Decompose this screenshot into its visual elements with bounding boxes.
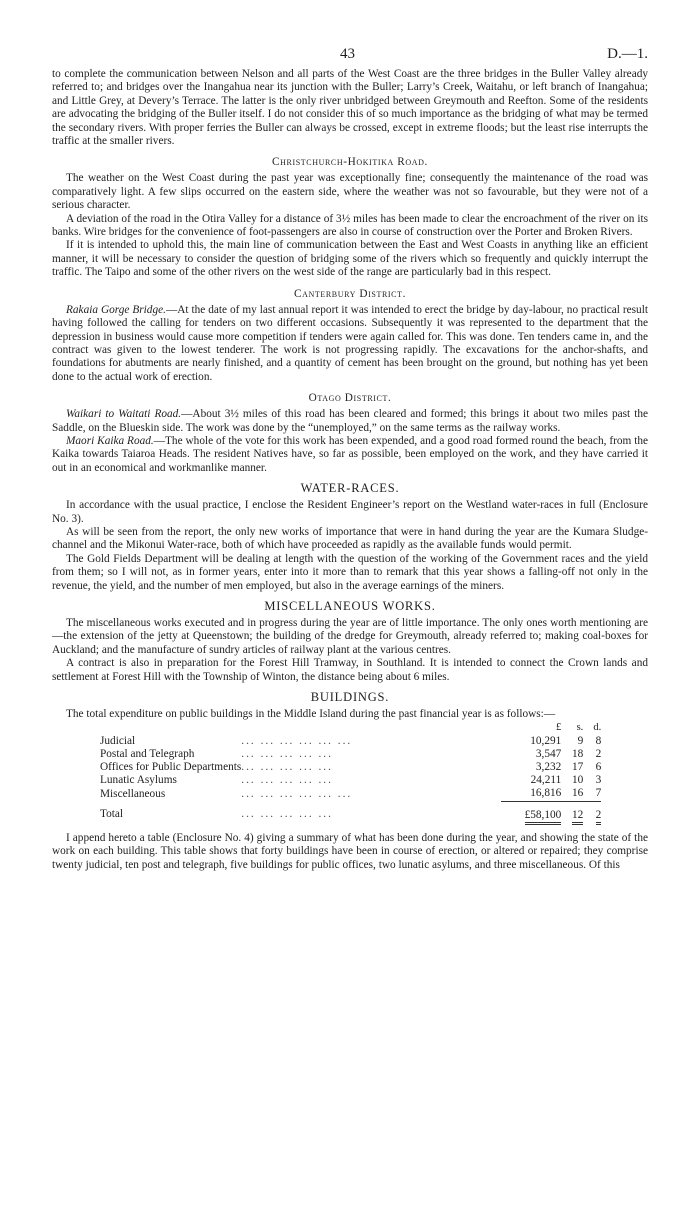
maori-kaika-road-lead: Maori Kaika Road. [66,434,154,447]
shillings-value: 18 [571,747,584,760]
otago-district-heading: Otago District. [308,392,392,405]
paragraph [52,304,648,384]
row-label: Judicial [100,734,136,747]
paragraph [52,435,648,475]
christchurch-hokitika-heading: Christchurch-Hokitika Road. [272,156,428,169]
currency-header-row [100,721,601,734]
paragraph: The Gold Fields Department will be dealing at length with the question of the working of the Government races and the yield from them; so I will not, as in former years, enter into it more than to remark that this year shows a falling-off not only in the revenue, the yield, and the number of men employed, but also in the average earnings of the miners. [52,552,648,592]
water-races-heading: WATER-RACES. [300,481,400,496]
pence-value: 2 [595,747,602,760]
pence-header: d. [593,722,602,734]
leader-dots: ... ... ... ... ... [241,747,333,760]
buildings-heading: BUILDINGS. [310,690,390,705]
pence-value: 7 [595,787,602,800]
pounds-header: £ [556,722,562,734]
pounds-value: 3,547 [535,747,562,760]
paragraph: The miscellaneous works executed and in progress during the year are of little importance. The only ones worth mentioning are—the extension of the jetty at Queenstown; the building of the dredge for Greymouth, already referred to; making coal-boxes for Auckland; and the manufacture of sundry articles of railway plant at the various centres. [52,617,648,656]
row-label: Miscellaneous [100,787,166,800]
paragraph-text: —About 3½ miles of this road has been cleared and formed; this brings it about two miles past the Saddle, on the Blueskin side. The work was done by the “unemployed,” on the same terms as the railway works. [52,408,648,434]
table-row [100,748,601,761]
rakaia-gorge-bridge-lead: Rakaia Gorge Bridge. [66,303,166,316]
row-label: Offices for Public Departments [100,761,242,774]
page-number: 43 [340,46,355,62]
total-pounds: £58,100 [525,809,562,825]
shillings-value: 9 [577,734,584,747]
miscellaneous-works-heading: MISCELLANEOUS WORKS. [264,599,436,613]
total-pence: 2 [596,809,602,825]
table-row [100,735,601,748]
paragraph: The total expenditure on public buildings in the Middle Island during the past financial year is as follows:— [66,708,556,721]
leader-dots: ... ... ... ... ... ... [241,734,353,747]
document-page [52,46,648,872]
leader-dots: ... ... ... ... ... [241,808,333,821]
paragraph: As will be seen from the report, the only new works of importance that were in hand during the year are the Kumara Sludge-channel and the Mikonui Water-race, both of which have proceeded as rapidly as the available funds would permit. [52,525,648,552]
pounds-value: 10,291 [530,734,562,747]
pence-value: 3 [595,774,602,787]
table-row [100,761,601,774]
row-label: Lunatic Asylums [100,774,177,787]
leader-dots: ... ... ... ... ... ... [241,787,353,800]
shillings-value: 10 [571,774,584,787]
table-row [100,774,601,787]
leader-dots: ... ... ... ... ... [241,774,333,787]
shillings-value: 17 [571,761,584,774]
paragraph: A contract is also in preparation for the Forest Hill Tramway, in Southland. It is intended to connect the Crown lands and settlement at Forest Hill with the Township of Winton, the distance being about 6 miles. [52,657,648,683]
canterbury-district-heading: Canterbury District. [293,287,406,300]
pence-value: 8 [595,734,602,747]
paragraph: In accordance with the usual practice, I enclose the Resident Engineer’s report on the Westland water-races in full (Enclosure No. 3). [52,499,648,525]
paragraph-text: —At the date of my last annual report it was intended to erect the bridge by day-labour, no practical result having followed the calling for tenders on two different occasions. Subsequently it was represented to the department that the depression in business would cause more competition if tenders were again called for. This was done. Ten tenders came in, and the contract was given to the lowest tenderer. The work is not progressing rapidly. The excavations for the anchor-shafts, and foundations for abutments are nearly finished, and a quantity of cement has been brought on the ground, but nothing has yet been done to the actual work of erection. [52,303,648,383]
pence-value: 6 [595,761,602,774]
closing-paragraph: I append hereto a table (Enclosure No. 4) giving a summary of what has been done during the year, and showing the state of the work on each building. This table shows that forty buildings have been in course of erection, or altered or repaired; they comprise twenty judicial, ten post and telegraph, five buildings for public offices, two lunatic asylums, and three miscellaneous. Of this [52,831,648,871]
total-label: Total [100,808,124,821]
paragraph: A deviation of the road in the Otira Valley for a distance of 3½ miles has been made to clear the encroachment of the river on its banks. Wire bridges for the convenience of foot-passengers are also in course of construction over the Porter and Broken Rivers. [52,212,648,239]
expenditure-table [100,721,601,821]
waikari-road-lead: Waikari to Waitati Road. [66,408,182,421]
leader-dots: ... ... ... ... ... [241,761,333,774]
shillings-value: 16 [571,787,584,800]
paragraph: The weather on the West Coast during the past year was exceptionally fine; consequently the maintenance of the road was comparatively light. A few slips occurred on the eastern side, where the weather was not so favourable, but they were not of a serious character. [52,172,648,212]
paragraph [52,408,648,435]
pounds-value: 3,232 [535,761,562,774]
intro-paragraph: to complete the communication between Nelson and all parts of the West Coast are the three bridges in the Buller Valley already referred to; and bridges over the Inangahua near its junction with the Buller; Larry’s Creek, Waitahu, or left branch of Inangahua; and Little Grey, at Devery’s Terrace. The latter is the only river unbridged between Greymouth and Reefton. Some of the residents are advocating the bridging of the Buller itself. I do not consider this of so much importance as the bridging of what may be termed the secondary rivers. With proper ferries the Buller can always be crossed, except in extreme floods; but the least rise interrupts the traffic at the smaller rivers. [52,68,648,148]
paragraph: If it is intended to uphold this, the main line of communication between the East and West Coasts in anything like an efficient manner, it will be necessary to consider the question of bridging some of the rivers which so frequently and quickly interrupt the traffic. The Taipo and some of the other rivers on the west side of the range are particularly bad in this respect. [52,239,648,279]
pounds-value: 16,816 [530,787,562,800]
row-label: Postal and Telegraph [100,747,195,760]
table-row [100,787,601,801]
total-row [100,801,601,822]
page-header [52,46,648,68]
shillings-header: s. [576,722,584,734]
paragraph-text: —The whole of the vote for this work has been expended, and a good road formed round the beach, from the Kaika towards Taiaroa Heads. The resident Natives have, so far as possible, been employed on the work, and they have carried it out in an economical and workmanlike manner. [52,434,649,474]
pounds-value: 24,211 [530,774,562,787]
total-shillings: 12 [572,809,583,825]
document-reference: D.—1. [607,46,648,62]
